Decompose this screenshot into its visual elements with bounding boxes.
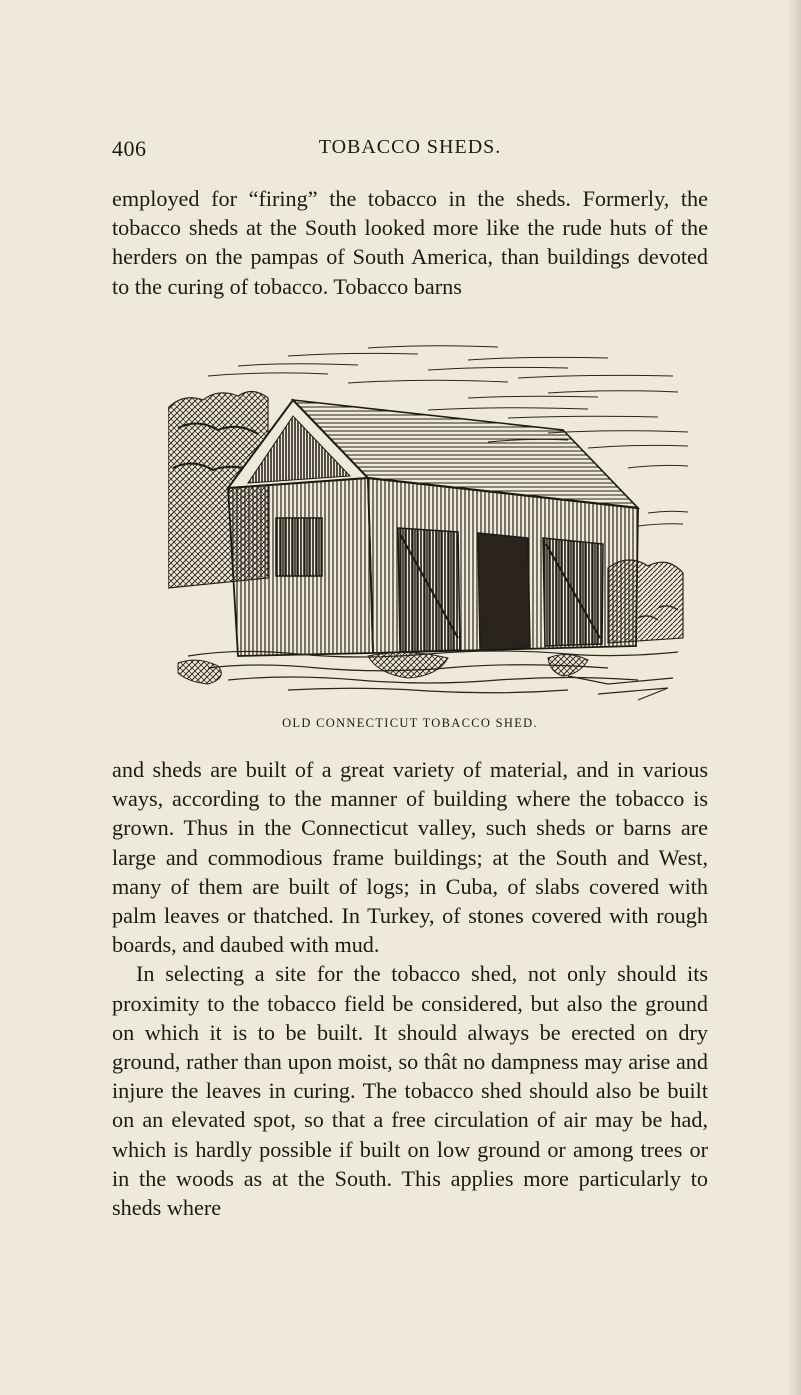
text-block-bottom bbox=[112, 755, 708, 1222]
side-door-center bbox=[478, 533, 530, 650]
page-number: 406 bbox=[112, 136, 147, 161]
paragraph: In selecting a site for the tobacco shed, not only should its proximity to the tobacco field be considered, but also the ground on which it is to be built. It should always be erected on dry ground, rather than upon moist, so thât no dampness may arise and injure the leaves in curing. The tobacco shed should also be built on an elevated spot, so that a free circulation of air may be had, which is hardly possible if built on low ground or among trees or in the woods as at the South. This applies more particularly to sheds where bbox=[112, 961, 708, 1221]
gable-window bbox=[276, 518, 322, 576]
text-block-top bbox=[112, 184, 708, 301]
page-edge-shadow bbox=[787, 0, 801, 1395]
page-header bbox=[112, 136, 708, 172]
paragraph: employed for “firing” the tobacco in the sheds. Formerly, the tobacco sheds at the South looked more like the rude huts of the herders on the pampas of South America, than buildings devoted to the curing of tobacco. Tobacco barns bbox=[112, 186, 708, 299]
paragraph: and sheds are built of a great variety of material, and in various ways, according to the manner of building where the tobacco is grown. Thus in the Connecticut valley, such sheds or barns are large and commodious frame buildings; at the South and West, many of them are built of logs; in Cuba, of slabs covered with palm leaves or thatched. In Turkey, of stones covered with rough boards, and daubed with mud. bbox=[112, 757, 708, 958]
tobacco-shed-engraving bbox=[168, 338, 688, 710]
running-head: TOBACCO SHEDS. bbox=[318, 136, 502, 158]
figure-illustration bbox=[168, 338, 688, 710]
right-shrubs bbox=[608, 560, 683, 643]
figure-caption: OLD CONNECTICUT TOBACCO SHED. bbox=[282, 716, 538, 730]
